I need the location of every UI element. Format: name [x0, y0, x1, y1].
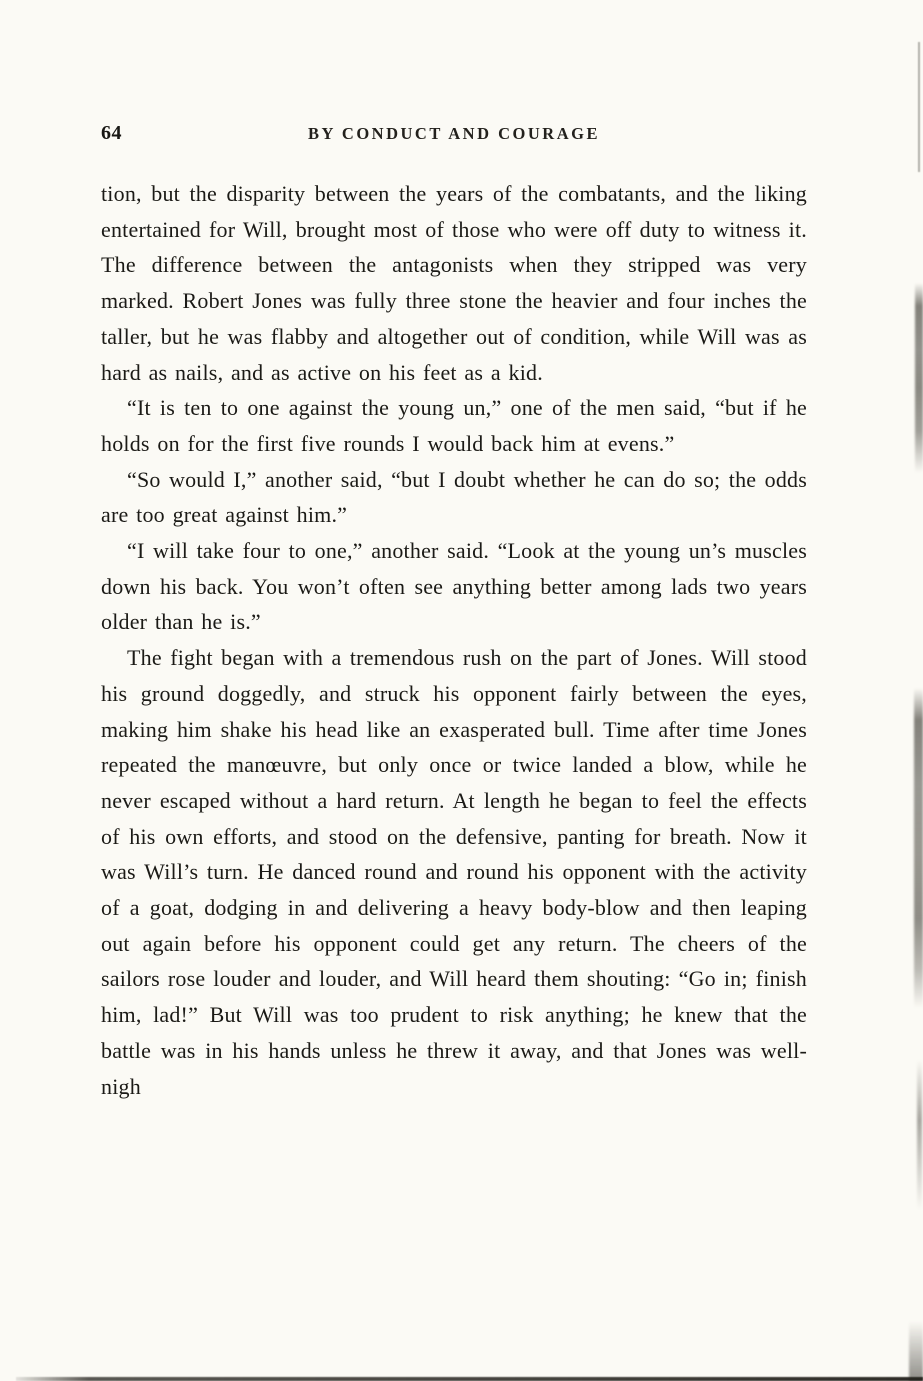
paragraph-4: “I will take four to one,” another said. “Look at the young un’s muscles down his back. You won’t often see anything better among lads two years older than he is.”: [101, 538, 807, 635]
running-title: BY CONDUCT AND COURAGE: [308, 124, 600, 143]
scan-artifact-right-streak-3: [917, 1060, 922, 1210]
scan-artifact-right-line: [918, 42, 920, 172]
scan-artifact-corner-shadow: [909, 1321, 923, 1381]
page-number: 64: [101, 122, 122, 144]
paragraph-1: tion, but the disparity between the years of the combatants, and the liking entertained for Will, brought most of those who were off duty to witness it. The difference between the antagonists when they stripped was very marked. Robert Jones was fully three stone the heavier and four inches the taller, but he was flabby and altogether out of condition, while Will was as hard as nails, and as active on his feet as a kid.: [101, 181, 807, 385]
paragraph-2: “It is ten to one against the young un,” one of the men said, “but if he holds on for the first five rounds I would back him at evens.”: [101, 395, 807, 456]
scan-artifact-right-streak-2: [914, 688, 923, 1008]
paragraph-5: The fight began with a tremendous rush on the part of Jones. Will stood his ground doggedly, and struck his opponent fairly between the eyes, making him shake his head like an exasperated bull. Time after time Jones repeated the manœuvre, but only once or twice landed a blow, while he never escaped without a hard return. At length he began to feel the effects of his own efforts, and stood on the defensive, panting for breath. Now it was Will’s turn. He danced round and round his opponent with the activity of a goat, dodging in and delivering a heavy body-blow and then leaping out again before his opponent could get any return. The cheers of the sailors rose louder and louder, and Will heard them shouting: “Go in; finish him, lad!” But Will was too prudent to risk anything; he knew that the battle was in his hands unless he threw it away, and that Jones was well-nigh: [101, 645, 807, 1099]
scan-artifact-right-streak-1: [915, 283, 923, 473]
scan-artifact-bottom-edge: [16, 1377, 923, 1381]
page-header: [101, 122, 807, 152]
body-text: [101, 176, 807, 1104]
paragraph-3: “So would I,” another said, “but I doubt whether he can do so; the odds are too great against him.”: [101, 466, 807, 528]
text-block: [101, 122, 807, 1104]
